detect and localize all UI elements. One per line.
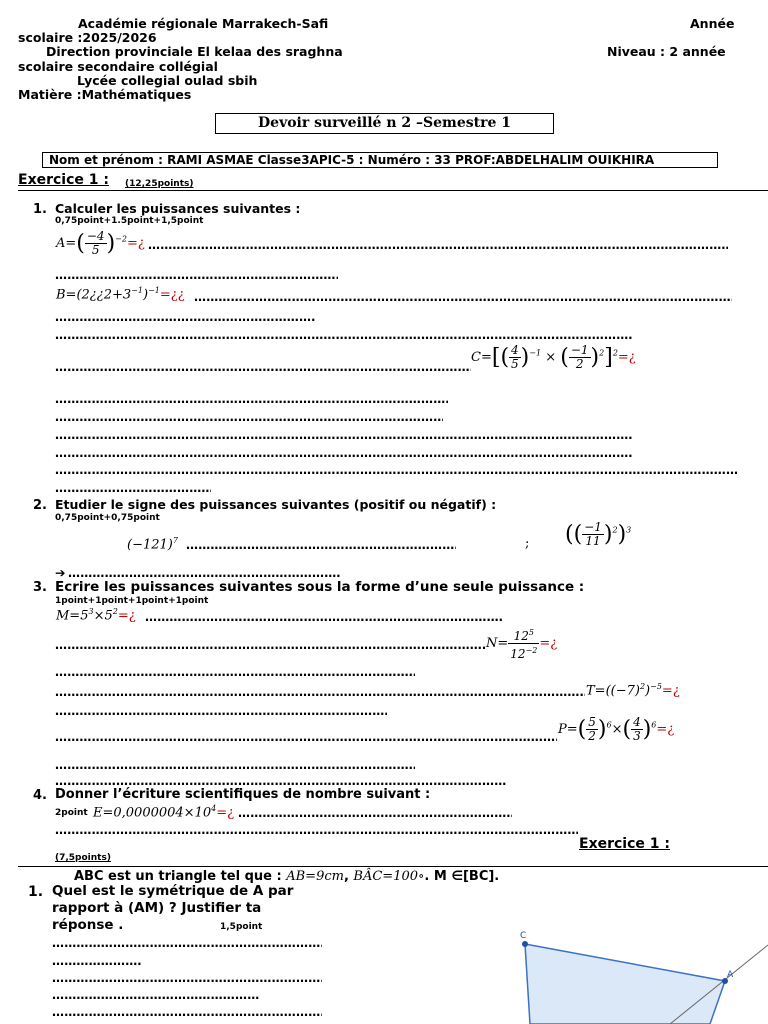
answer-line[interactable]	[52, 988, 260, 1002]
answer-line[interactable]	[55, 310, 315, 324]
expression-B	[56, 286, 185, 302]
academy-line: Académie régionale Marrakech-Safi	[78, 16, 329, 31]
title-box	[215, 113, 554, 134]
T-exp1: 2	[639, 682, 646, 691]
answer-line[interactable]	[52, 954, 142, 968]
N-den: 12	[510, 647, 526, 661]
P-exp1: 6	[606, 720, 612, 730]
answer-line[interactable]	[194, 290, 732, 304]
answer-line[interactable]	[52, 971, 322, 985]
student-box	[42, 152, 718, 168]
answer-line[interactable]	[145, 610, 503, 624]
E-expr: E=0,0000004×10	[93, 805, 212, 821]
q2a-exp: 7	[172, 536, 178, 545]
exercise1-points: (12,25points)	[125, 179, 194, 189]
answer-line[interactable]	[55, 360, 471, 374]
C-num1: 4	[511, 343, 519, 357]
A-label: A=	[56, 236, 77, 251]
A-tail: =¿	[126, 236, 145, 251]
semicolon: ;	[525, 536, 530, 551]
M-expr: M=5	[56, 608, 89, 624]
answer-line[interactable]	[55, 481, 211, 495]
C-exp3: 2	[612, 348, 618, 358]
q2-number: 2.	[33, 498, 47, 513]
year-label: Année	[690, 16, 735, 31]
triangle-figure	[500, 925, 768, 1024]
direction-line: Direction provinciale El kelaa des sraghna	[46, 44, 343, 59]
N-label: N=	[486, 636, 509, 651]
exercise2-title: Exercice 1 :	[579, 836, 670, 852]
q1-points: 0,75point+1.5point+1,5point	[55, 216, 204, 226]
T-tail: =¿	[661, 683, 680, 699]
answer-line[interactable]	[238, 806, 512, 820]
expression-P: P=( $\frac{5}{2}$ )$^6$×( $\frac{4}{3}$ )$^6$=¿	[558, 715, 675, 743]
answer-line[interactable]	[68, 566, 340, 580]
expression-q2b: (( $\frac{-1}{11}$ )$^2$)$^3$	[565, 520, 632, 548]
subject-line: Matière :Mathématiques	[18, 87, 192, 102]
answer-line[interactable]	[55, 685, 585, 699]
level-line: Niveau : 2 année	[607, 44, 726, 59]
P-num1: 5	[588, 715, 596, 729]
q2b-den: 11	[585, 534, 601, 548]
q3-points: 1point+1point+1point+1point	[55, 596, 209, 606]
B-exp1: −1	[131, 286, 143, 295]
answer-line[interactable]	[52, 936, 322, 950]
exercise2-points: (7,5points)	[55, 853, 111, 863]
B-mid: )	[142, 287, 149, 303]
N-num-exp: 5	[528, 628, 534, 637]
point-c	[522, 941, 528, 947]
N-num: 12	[513, 629, 529, 643]
expression-C: C=[( $\frac{4}{5}$ )$^{-1}$ × ( $\frac{-1}{2}$ )$^2$]$^2$=¿	[471, 343, 636, 371]
exercise1-title: Exercice 1 :	[18, 172, 109, 188]
expression-A: A=( $\frac{-4}{5}$ )$^{-2}$=¿	[56, 229, 145, 257]
AB-value: AB=9cm	[286, 869, 344, 884]
C-den1: 5	[511, 357, 519, 371]
school-year: scolaire :2025/2026	[18, 30, 157, 45]
answer-line[interactable]	[55, 428, 633, 442]
answer-line[interactable]	[55, 823, 578, 837]
q4-points: 2point	[55, 808, 88, 818]
q2b-num: −1	[584, 520, 602, 534]
A-numerator: −4	[86, 229, 105, 243]
expression-E	[93, 804, 234, 820]
A-denominator: 5	[91, 243, 100, 257]
P-den1: 2	[588, 729, 596, 743]
P-label: P=	[558, 722, 578, 737]
ex2-q1-line1: Quel est le symétrique de A par	[52, 883, 294, 899]
P-den2: 3	[633, 729, 641, 743]
answer-line[interactable]	[55, 774, 507, 788]
answer-line[interactable]	[55, 446, 633, 460]
C-exp1: −1	[529, 348, 542, 358]
answer-line[interactable]	[55, 758, 415, 772]
C-num2: −1	[570, 343, 589, 357]
arrow-icon: ➔	[55, 565, 66, 580]
q2-points: 0,75point+0,75point	[55, 513, 160, 523]
M-exp1: 3	[88, 607, 94, 616]
P-num2: 4	[633, 715, 641, 729]
C-label: C=	[471, 350, 492, 365]
q3-text: Ecrire les puissances suivantes sous la forme d’une seule puissance :	[55, 579, 585, 595]
E-tail: =¿	[216, 805, 235, 821]
q1-text: Calculer les puissances suivantes :	[55, 201, 301, 216]
answer-line[interactable]	[55, 704, 387, 718]
A-exponent: −2	[115, 234, 127, 244]
statement-pre: ABC est un triangle tel que :	[74, 869, 282, 884]
student-line: Nom et prénom : RAMI ASMAE Classe3APIC-5 : Numéro : 33 PROF:ABDELHALIM OUIKHIRA	[49, 153, 655, 167]
q4-number: 4.	[33, 788, 47, 803]
q2b-exp2: 3	[626, 525, 632, 535]
C-exp2: 2	[599, 348, 605, 358]
B-expr: B=(2¿¿2+3	[56, 287, 132, 303]
q2-text: Etudier le signe des puissances suivantes (positif ou négatif) :	[55, 497, 497, 512]
M-tail: =¿	[117, 608, 136, 624]
ex2-q1-points: 1,5point	[220, 922, 263, 932]
divider	[18, 190, 768, 191]
answer-line[interactable]	[55, 730, 557, 744]
q2a-expr: (−121)	[127, 537, 173, 553]
B-tail: =¿¿	[159, 287, 185, 303]
divider	[18, 866, 768, 867]
page-title: Devoir surveillé n 2 –Semestre 1	[258, 115, 511, 131]
T-mid: )	[645, 683, 651, 699]
angle-value: BÂC=100∘	[353, 869, 425, 884]
answer-line[interactable]	[148, 238, 728, 252]
expression-q2a	[127, 536, 178, 552]
C-den2: 2	[575, 357, 584, 371]
statement-post: . M ∈[BC].	[424, 869, 500, 884]
answer-line[interactable]	[55, 463, 737, 477]
M-exp2: 2	[112, 607, 118, 616]
school-level: scolaire secondaire collégial	[18, 59, 218, 74]
answer-line[interactable]	[55, 392, 448, 406]
answer-line[interactable]	[52, 1005, 322, 1019]
label-c: C	[520, 931, 527, 941]
answer-line[interactable]	[55, 268, 338, 282]
q3-number: 3.	[33, 580, 47, 595]
answer-line[interactable]	[55, 665, 415, 679]
C-tail: =¿	[617, 350, 636, 365]
ex2-q1-line2: rapport à (AM) ? Justifier ta	[52, 900, 262, 916]
expression-M	[56, 607, 136, 623]
B-exp2: −1	[148, 286, 160, 295]
ex2-q1-number: 1.	[28, 884, 44, 900]
label-a: A	[727, 970, 734, 980]
expression-N	[486, 626, 557, 661]
T-expr: T=((−7)	[586, 683, 640, 699]
exercise2-statement: ABC est un triangle tel que : AB=9cm, BÂC=100∘. M ∈[BC].	[74, 869, 500, 884]
P-tail: =¿	[656, 722, 675, 737]
M-mid: ×5	[93, 608, 113, 624]
answer-line[interactable]	[55, 410, 443, 424]
triangle-shape	[525, 944, 725, 1024]
answer-line[interactable]	[55, 328, 633, 342]
answer-line[interactable]	[55, 638, 485, 652]
q1-number: 1.	[33, 202, 47, 217]
ex2-q1-line3: réponse .	[52, 917, 124, 933]
q4-text: Donner l’écriture scientifiques de nombre suivant :	[55, 787, 431, 802]
q2b-exp1: 2	[612, 525, 618, 535]
expression-T	[586, 682, 680, 698]
lycee-line: Lycée collegial oulad sbih	[77, 73, 258, 88]
E-exp: 4	[211, 804, 217, 813]
N-tail: =¿	[539, 636, 558, 651]
N-den-exp: −2	[525, 646, 538, 655]
P-exp2: 6	[651, 720, 657, 730]
T-exp2: −5	[650, 682, 662, 691]
answer-line[interactable]	[186, 538, 456, 552]
